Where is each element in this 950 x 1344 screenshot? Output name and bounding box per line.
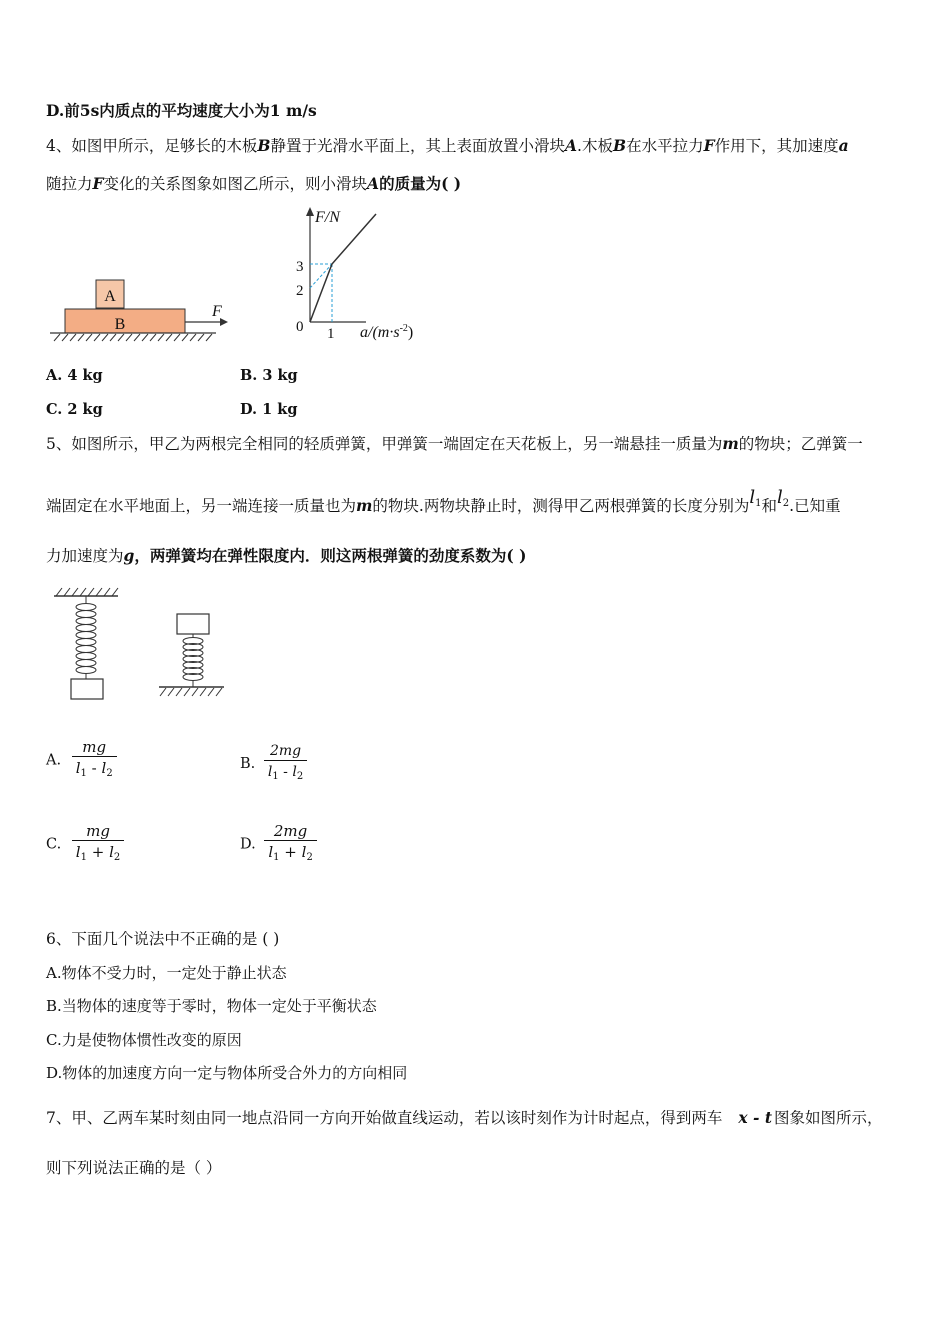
tick-y-3: 3: [296, 259, 304, 275]
block-a-label: A: [104, 288, 116, 305]
ground-hatch: [54, 334, 212, 341]
q6-option-b[interactable]: B.当物体的速度等于零时，物体一定处于平衡状态: [46, 997, 377, 1015]
q4-stem-line2: 随拉力F变化的关系图象如图乙所示，则小滑块A的质量为( ): [46, 174, 462, 193]
q6-option-a[interactable]: A.物体不受力时，一定处于静止状态: [46, 964, 287, 982]
floor-hatch: [160, 688, 222, 696]
q6-option-c[interactable]: C.力是使物体惯性改变的原因: [46, 1031, 242, 1049]
q5-option-b[interactable]: B. $\frac{2mg}{l_1 - l_2}$: [240, 742, 307, 786]
force-label: F: [212, 303, 222, 320]
q6-stem: 6、下面几个说法中不正确的是 ( ): [46, 930, 280, 948]
y-axis-label: F/N: [315, 209, 340, 226]
q4-force-accel-graph: [290, 200, 440, 350]
q4-option-b[interactable]: B. 3 kg: [240, 367, 298, 384]
q5-springs-figure: [48, 582, 238, 707]
fraction-d: $\frac{2mg}{l_1 + l_2}$: [264, 822, 316, 867]
q3-option-d: D.前5s内质点的平均速度大小为1 m/s: [46, 101, 317, 120]
fraction-b: $\frac{2mg}{l_1 - l_2}$: [264, 742, 307, 786]
q7-stem-line1: 7、甲、乙两车某时刻由同一地点沿同一方向开始做直线运动，若以该时刻作为计时起点，得到两车 x - t 图象如图所示，: [46, 1108, 883, 1127]
q4-option-d[interactable]: D. 1 kg: [240, 401, 298, 418]
fraction-c: $\frac{mg}{l_1 + l_2}$: [72, 822, 124, 867]
x-axis-label: $a/(m\cdot s^{-2})$: [360, 323, 414, 341]
q6-option-d[interactable]: D.物体的加速度方向一定与物体所受合外力的方向相同: [46, 1064, 408, 1082]
standing-block: [177, 614, 209, 634]
dashed-extension: [310, 264, 332, 288]
fraction-a: $\frac{mg}{l_1 - l_2}$: [72, 738, 117, 783]
graph-line: [310, 214, 376, 322]
q5-option-d[interactable]: D. $\frac{2mg}{l_1 + l_2}$: [240, 822, 317, 867]
q5-stem-line1: 5、如图所示，甲乙为两根完全相同的轻质弹簧，甲弹簧一端固定在天花板上，另一端悬挂一质量为m的物块；乙弹簧一: [46, 434, 863, 453]
q4-option-a[interactable]: A. 4 kg: [46, 367, 103, 384]
tick-x-1: 1: [327, 326, 335, 342]
q5-stem-line2: 端固定在水平地面上，另一端连接一质量也为m的物块.两物块静止时，测得甲乙两根弹簧的长度分别为$l^1$和$l^2$.已知重: [46, 487, 841, 515]
q5-option-c[interactable]: C. $\frac{mg}{l_1 + l_2}$: [46, 822, 124, 867]
q7-stem-line2: 则下列说法正确的是（ ）: [46, 1159, 222, 1177]
tick-origin: 0: [296, 319, 304, 335]
ceiling-hatch: [56, 588, 118, 596]
q4-option-c[interactable]: C. 2 kg: [46, 401, 103, 418]
q5-stem-line3: 力加速度为g，两弹簧均在弹性限度内．则这两根弹簧的劲度系数为( ): [46, 546, 527, 565]
hanging-block: [71, 679, 103, 699]
tick-y-2: 2: [296, 283, 304, 299]
board-b-label: B: [114, 316, 126, 333]
q5-option-a[interactable]: A. $\frac{mg}{l_1 - l_2}$: [46, 738, 117, 783]
q4-stem-line1: 4、如图甲所示，足够长的木板B静置于光滑水平面上，其上表面放置小滑块A.木板B在水平拉力F作用下，其加速度a: [46, 136, 849, 155]
y-axis-arrow: [306, 207, 314, 216]
hanging-spring: [76, 596, 96, 679]
standing-spring: [183, 634, 203, 687]
q4-board-block-figure: [44, 276, 234, 346]
